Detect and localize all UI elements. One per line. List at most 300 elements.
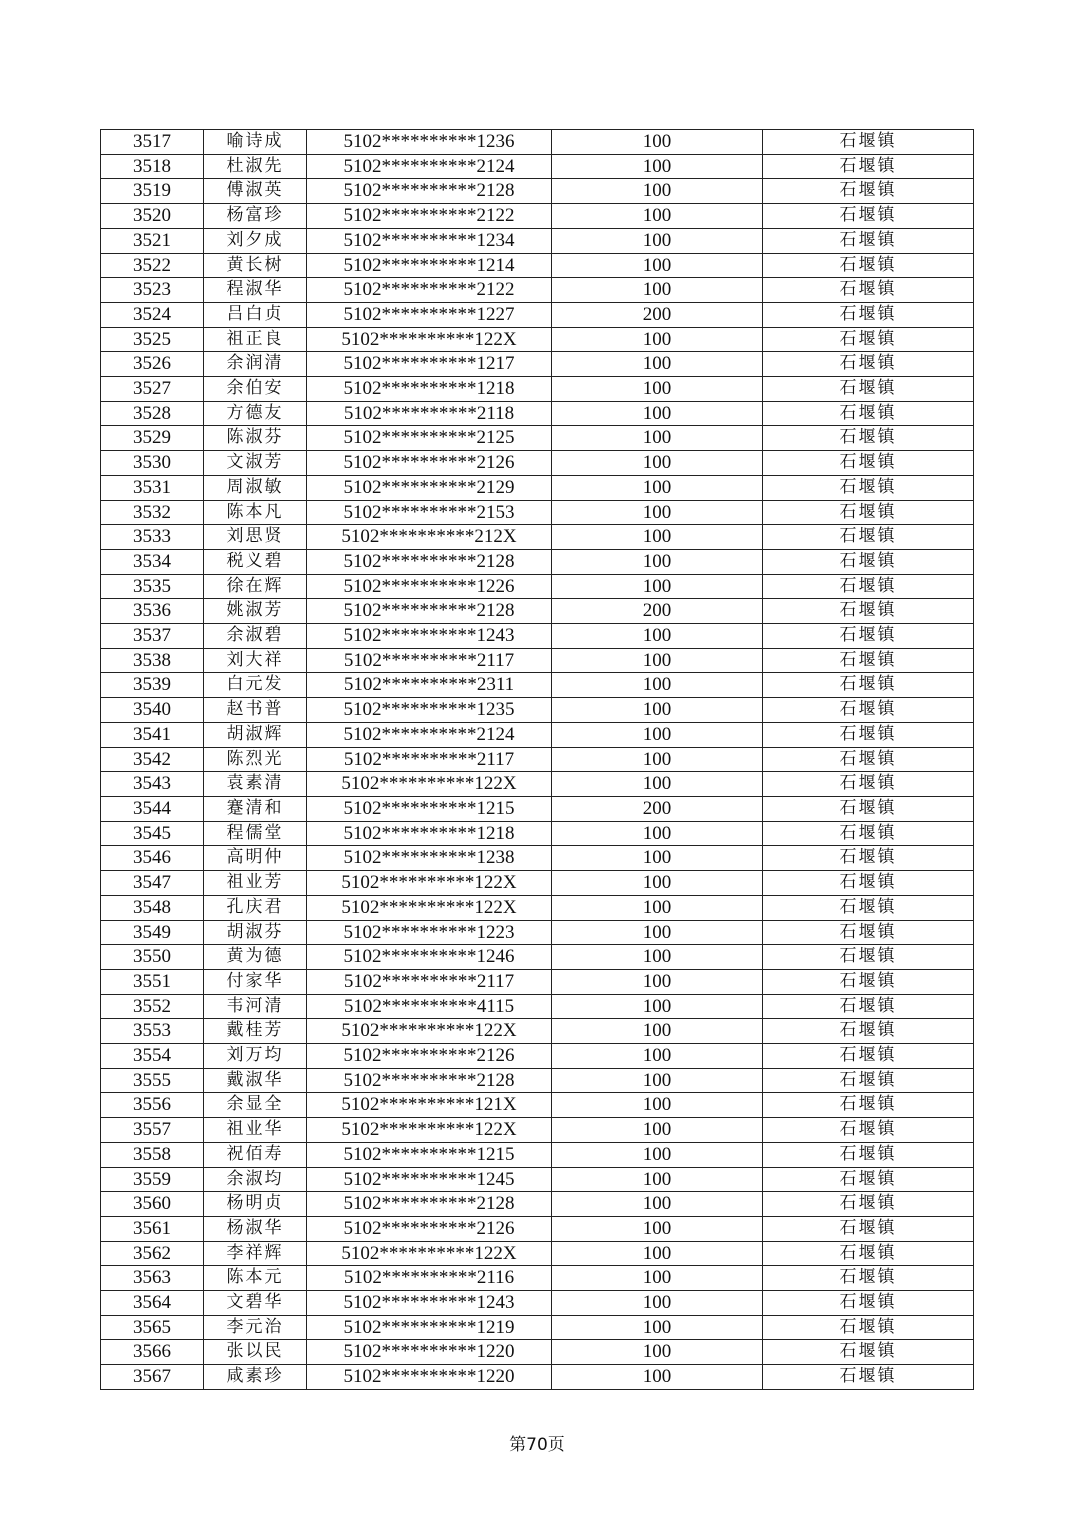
beneficiary-table (100, 129, 974, 1390)
town-cell: 石堰镇 (763, 1216, 974, 1241)
serial-number-cell: 3524 (101, 302, 204, 327)
table-row (101, 1241, 974, 1266)
table-row (101, 278, 974, 303)
town-cell: 石堰镇 (763, 945, 974, 970)
name-cell: 余淑碧 (204, 624, 307, 649)
name-cell: 余伯安 (204, 377, 307, 402)
table-row (101, 500, 974, 525)
name-cell: 胡淑芬 (204, 920, 307, 945)
id-number-cell: 5102**********1215 (307, 796, 552, 821)
serial-number-cell: 3559 (101, 1167, 204, 1192)
name-cell: 白元发 (204, 673, 307, 698)
name-cell: 袁素清 (204, 772, 307, 797)
name-cell: 刘夕成 (204, 228, 307, 253)
town-cell: 石堰镇 (763, 253, 974, 278)
id-number-cell: 5102**********1235 (307, 698, 552, 723)
table-row (101, 624, 974, 649)
table-row (101, 969, 974, 994)
serial-number-cell: 3563 (101, 1266, 204, 1291)
id-number-cell: 5102**********212X (307, 525, 552, 550)
name-cell: 张以民 (204, 1340, 307, 1365)
amount-cell: 100 (552, 945, 763, 970)
town-cell: 石堰镇 (763, 1315, 974, 1340)
name-cell: 戴桂芳 (204, 1019, 307, 1044)
serial-number-cell: 3522 (101, 253, 204, 278)
table-row (101, 1266, 974, 1291)
name-cell: 李元治 (204, 1315, 307, 1340)
id-number-cell: 5102**********1236 (307, 130, 552, 155)
amount-cell: 100 (552, 624, 763, 649)
name-cell: 程淑华 (204, 278, 307, 303)
id-number-cell: 5102**********1223 (307, 920, 552, 945)
amount-cell: 100 (552, 500, 763, 525)
id-number-cell: 5102**********121X (307, 1093, 552, 1118)
serial-number-cell: 3525 (101, 327, 204, 352)
amount-cell: 200 (552, 796, 763, 821)
table-row (101, 673, 974, 698)
amount-cell: 100 (552, 747, 763, 772)
town-cell: 石堰镇 (763, 1192, 974, 1217)
table-row (101, 525, 974, 550)
amount-cell: 100 (552, 1142, 763, 1167)
id-number-cell: 5102**********1218 (307, 377, 552, 402)
name-cell: 文碧华 (204, 1291, 307, 1316)
name-cell: 陈淑芬 (204, 426, 307, 451)
id-number-cell: 5102**********1217 (307, 352, 552, 377)
table-row (101, 1291, 974, 1316)
table-row (101, 302, 974, 327)
town-cell: 石堰镇 (763, 228, 974, 253)
town-cell: 石堰镇 (763, 920, 974, 945)
amount-cell: 100 (552, 179, 763, 204)
serial-number-cell: 3520 (101, 204, 204, 229)
id-number-cell: 5102**********2122 (307, 204, 552, 229)
id-number-cell: 5102**********1246 (307, 945, 552, 970)
town-cell: 石堰镇 (763, 895, 974, 920)
town-cell: 石堰镇 (763, 1118, 974, 1143)
table-row (101, 920, 974, 945)
serial-number-cell: 3567 (101, 1365, 204, 1390)
serial-number-cell: 3547 (101, 871, 204, 896)
amount-cell: 100 (552, 821, 763, 846)
table-row (101, 426, 974, 451)
town-cell: 石堰镇 (763, 698, 974, 723)
id-number-cell: 5102**********122X (307, 772, 552, 797)
amount-cell: 100 (552, 871, 763, 896)
serial-number-cell: 3564 (101, 1291, 204, 1316)
name-cell: 刘万均 (204, 1044, 307, 1069)
id-number-cell: 5102**********2124 (307, 154, 552, 179)
serial-number-cell: 3561 (101, 1216, 204, 1241)
town-cell: 石堰镇 (763, 377, 974, 402)
town-cell: 石堰镇 (763, 1019, 974, 1044)
table-row (101, 895, 974, 920)
table-row (101, 846, 974, 871)
id-number-cell: 5102**********1227 (307, 302, 552, 327)
serial-number-cell: 3560 (101, 1192, 204, 1217)
serial-number-cell: 3534 (101, 549, 204, 574)
serial-number-cell: 3526 (101, 352, 204, 377)
name-cell: 余显全 (204, 1093, 307, 1118)
id-number-cell: 5102**********2126 (307, 451, 552, 476)
id-number-cell: 5102**********1226 (307, 574, 552, 599)
id-number-cell: 5102**********122X (307, 327, 552, 352)
amount-cell: 100 (552, 1118, 763, 1143)
serial-number-cell: 3566 (101, 1340, 204, 1365)
name-cell: 刘大祥 (204, 648, 307, 673)
town-cell: 石堰镇 (763, 1266, 974, 1291)
serial-number-cell: 3527 (101, 377, 204, 402)
serial-number-cell: 3551 (101, 969, 204, 994)
name-cell: 刘思贤 (204, 525, 307, 550)
town-cell: 石堰镇 (763, 796, 974, 821)
amount-cell: 100 (552, 327, 763, 352)
table-row (101, 1340, 974, 1365)
name-cell: 陈本凡 (204, 500, 307, 525)
town-cell: 石堰镇 (763, 327, 974, 352)
town-cell: 石堰镇 (763, 401, 974, 426)
amount-cell: 100 (552, 1241, 763, 1266)
amount-cell: 100 (552, 1192, 763, 1217)
amount-cell: 100 (552, 1365, 763, 1390)
serial-number-cell: 3529 (101, 426, 204, 451)
name-cell: 黄长树 (204, 253, 307, 278)
name-cell: 陈本元 (204, 1266, 307, 1291)
name-cell: 陈烈光 (204, 747, 307, 772)
town-cell: 石堰镇 (763, 154, 974, 179)
town-cell: 石堰镇 (763, 451, 974, 476)
id-number-cell: 5102**********1238 (307, 846, 552, 871)
town-cell: 石堰镇 (763, 673, 974, 698)
town-cell: 石堰镇 (763, 1068, 974, 1093)
id-number-cell: 5102**********1215 (307, 1142, 552, 1167)
amount-cell: 100 (552, 1044, 763, 1069)
table-row (101, 179, 974, 204)
town-cell: 石堰镇 (763, 426, 974, 451)
id-number-cell: 5102**********2128 (307, 179, 552, 204)
town-cell: 石堰镇 (763, 500, 974, 525)
amount-cell: 100 (552, 1315, 763, 1340)
name-cell: 蹇清和 (204, 796, 307, 821)
name-cell: 孔庆君 (204, 895, 307, 920)
town-cell: 石堰镇 (763, 871, 974, 896)
name-cell: 杨明贞 (204, 1192, 307, 1217)
town-cell: 石堰镇 (763, 525, 974, 550)
amount-cell: 100 (552, 377, 763, 402)
name-cell: 祖业华 (204, 1118, 307, 1143)
name-cell: 姚淑芳 (204, 599, 307, 624)
name-cell: 祖正良 (204, 327, 307, 352)
amount-cell: 200 (552, 302, 763, 327)
id-number-cell: 5102**********122X (307, 895, 552, 920)
amount-cell: 100 (552, 1167, 763, 1192)
serial-number-cell: 3536 (101, 599, 204, 624)
serial-number-cell: 3523 (101, 278, 204, 303)
table-row (101, 1093, 974, 1118)
name-cell: 徐在辉 (204, 574, 307, 599)
amount-cell: 100 (552, 1068, 763, 1093)
town-cell: 石堰镇 (763, 204, 974, 229)
id-number-cell: 5102**********1234 (307, 228, 552, 253)
name-cell: 戴淑华 (204, 1068, 307, 1093)
amount-cell: 100 (552, 1216, 763, 1241)
town-cell: 石堰镇 (763, 1142, 974, 1167)
serial-number-cell: 3533 (101, 525, 204, 550)
id-number-cell: 5102**********2128 (307, 1192, 552, 1217)
town-cell: 石堰镇 (763, 648, 974, 673)
table-row (101, 821, 974, 846)
id-number-cell: 5102**********2126 (307, 1216, 552, 1241)
serial-number-cell: 3521 (101, 228, 204, 253)
amount-cell: 100 (552, 920, 763, 945)
town-cell: 石堰镇 (763, 352, 974, 377)
id-number-cell: 5102**********1219 (307, 1315, 552, 1340)
amount-cell: 100 (552, 401, 763, 426)
table-row (101, 945, 974, 970)
town-cell: 石堰镇 (763, 1241, 974, 1266)
serial-number-cell: 3517 (101, 130, 204, 155)
serial-number-cell: 3542 (101, 747, 204, 772)
serial-number-cell: 3546 (101, 846, 204, 871)
serial-number-cell: 3543 (101, 772, 204, 797)
table-row (101, 1142, 974, 1167)
town-cell: 石堰镇 (763, 549, 974, 574)
id-number-cell: 5102**********4115 (307, 994, 552, 1019)
table-row (101, 130, 974, 155)
name-cell: 方德友 (204, 401, 307, 426)
table-row (101, 994, 974, 1019)
amount-cell: 100 (552, 228, 763, 253)
amount-cell: 100 (552, 130, 763, 155)
town-cell: 石堰镇 (763, 1044, 974, 1069)
town-cell: 石堰镇 (763, 475, 974, 500)
id-number-cell: 5102**********122X (307, 871, 552, 896)
name-cell: 傅淑英 (204, 179, 307, 204)
amount-cell: 100 (552, 525, 763, 550)
table-row (101, 253, 974, 278)
serial-number-cell: 3518 (101, 154, 204, 179)
town-cell: 石堰镇 (763, 1340, 974, 1365)
amount-cell: 100 (552, 253, 763, 278)
serial-number-cell: 3531 (101, 475, 204, 500)
amount-cell: 100 (552, 1266, 763, 1291)
name-cell: 付家华 (204, 969, 307, 994)
serial-number-cell: 3558 (101, 1142, 204, 1167)
town-cell: 石堰镇 (763, 1167, 974, 1192)
serial-number-cell: 3553 (101, 1019, 204, 1044)
table-row (101, 549, 974, 574)
serial-number-cell: 3544 (101, 796, 204, 821)
id-number-cell: 5102**********1243 (307, 624, 552, 649)
table-row (101, 401, 974, 426)
table-row (101, 1118, 974, 1143)
table-row (101, 698, 974, 723)
name-cell: 喻诗成 (204, 130, 307, 155)
serial-number-cell: 3550 (101, 945, 204, 970)
table-row (101, 722, 974, 747)
town-cell: 石堰镇 (763, 747, 974, 772)
table-row (101, 599, 974, 624)
serial-number-cell: 3541 (101, 722, 204, 747)
table-row (101, 1044, 974, 1069)
town-cell: 石堰镇 (763, 1093, 974, 1118)
serial-number-cell: 3555 (101, 1068, 204, 1093)
table-row (101, 871, 974, 896)
town-cell: 石堰镇 (763, 179, 974, 204)
id-number-cell: 5102**********1220 (307, 1340, 552, 1365)
amount-cell: 100 (552, 648, 763, 673)
amount-cell: 100 (552, 278, 763, 303)
serial-number-cell: 3528 (101, 401, 204, 426)
name-cell: 祝佰寿 (204, 1142, 307, 1167)
town-cell: 石堰镇 (763, 574, 974, 599)
id-number-cell: 5102**********2118 (307, 401, 552, 426)
id-number-cell: 5102**********2117 (307, 648, 552, 673)
amount-cell: 100 (552, 352, 763, 377)
table-row (101, 1167, 974, 1192)
id-number-cell: 5102**********2116 (307, 1266, 552, 1291)
amount-cell: 100 (552, 969, 763, 994)
id-number-cell: 5102**********122X (307, 1019, 552, 1044)
amount-cell: 100 (552, 673, 763, 698)
name-cell: 杨淑华 (204, 1216, 307, 1241)
table-row (101, 772, 974, 797)
amount-cell: 100 (552, 846, 763, 871)
id-number-cell: 5102**********2128 (307, 549, 552, 574)
town-cell: 石堰镇 (763, 969, 974, 994)
amount-cell: 100 (552, 475, 763, 500)
town-cell: 石堰镇 (763, 130, 974, 155)
table-row (101, 1365, 974, 1390)
town-cell: 石堰镇 (763, 599, 974, 624)
amount-cell: 100 (552, 994, 763, 1019)
amount-cell: 100 (552, 549, 763, 574)
id-number-cell: 5102**********2125 (307, 426, 552, 451)
amount-cell: 100 (552, 1093, 763, 1118)
id-number-cell: 5102**********122X (307, 1241, 552, 1266)
town-cell: 石堰镇 (763, 1365, 974, 1390)
serial-number-cell: 3545 (101, 821, 204, 846)
serial-number-cell: 3552 (101, 994, 204, 1019)
id-number-cell: 5102**********2128 (307, 1068, 552, 1093)
name-cell: 文淑芳 (204, 451, 307, 476)
name-cell: 吕白贞 (204, 302, 307, 327)
amount-cell: 100 (552, 426, 763, 451)
town-cell: 石堰镇 (763, 846, 974, 871)
table-row (101, 154, 974, 179)
amount-cell: 200 (552, 599, 763, 624)
amount-cell: 100 (552, 154, 763, 179)
serial-number-cell: 3565 (101, 1315, 204, 1340)
table-row (101, 352, 974, 377)
id-number-cell: 5102**********122X (307, 1118, 552, 1143)
serial-number-cell: 3557 (101, 1118, 204, 1143)
name-cell: 高明仲 (204, 846, 307, 871)
amount-cell: 100 (552, 1019, 763, 1044)
serial-number-cell: 3548 (101, 895, 204, 920)
serial-number-cell: 3556 (101, 1093, 204, 1118)
town-cell: 石堰镇 (763, 1291, 974, 1316)
serial-number-cell: 3537 (101, 624, 204, 649)
table-row (101, 1216, 974, 1241)
name-cell: 税义碧 (204, 549, 307, 574)
table-row (101, 228, 974, 253)
table-row (101, 1019, 974, 1044)
name-cell: 余淑均 (204, 1167, 307, 1192)
town-cell: 石堰镇 (763, 821, 974, 846)
amount-cell: 100 (552, 698, 763, 723)
name-cell: 祖业芳 (204, 871, 307, 896)
id-number-cell: 5102**********1214 (307, 253, 552, 278)
table-row (101, 1068, 974, 1093)
serial-number-cell: 3562 (101, 1241, 204, 1266)
amount-cell: 100 (552, 574, 763, 599)
name-cell: 李祥辉 (204, 1241, 307, 1266)
table-row (101, 327, 974, 352)
amount-cell: 100 (552, 451, 763, 476)
id-number-cell: 5102**********2153 (307, 500, 552, 525)
serial-number-cell: 3535 (101, 574, 204, 599)
town-cell: 石堰镇 (763, 624, 974, 649)
amount-cell: 100 (552, 772, 763, 797)
serial-number-cell: 3532 (101, 500, 204, 525)
id-number-cell: 5102**********1218 (307, 821, 552, 846)
name-cell: 杨富珍 (204, 204, 307, 229)
amount-cell: 100 (552, 1340, 763, 1365)
table-row (101, 377, 974, 402)
amount-cell: 100 (552, 895, 763, 920)
name-cell: 黄为德 (204, 945, 307, 970)
name-cell: 程儒堂 (204, 821, 307, 846)
serial-number-cell: 3539 (101, 673, 204, 698)
serial-number-cell: 3538 (101, 648, 204, 673)
id-number-cell: 5102**********1220 (307, 1365, 552, 1390)
id-number-cell: 5102**********1243 (307, 1291, 552, 1316)
name-cell: 赵书普 (204, 698, 307, 723)
table-row (101, 574, 974, 599)
table-row (101, 475, 974, 500)
name-cell: 杜淑先 (204, 154, 307, 179)
id-number-cell: 5102**********2126 (307, 1044, 552, 1069)
name-cell: 韦河清 (204, 994, 307, 1019)
amount-cell: 100 (552, 1291, 763, 1316)
serial-number-cell: 3519 (101, 179, 204, 204)
id-number-cell: 5102**********2128 (307, 599, 552, 624)
id-number-cell: 5102**********2117 (307, 747, 552, 772)
id-number-cell: 5102**********2122 (307, 278, 552, 303)
name-cell: 咸素珍 (204, 1365, 307, 1390)
town-cell: 石堰镇 (763, 772, 974, 797)
table-row (101, 1315, 974, 1340)
id-number-cell: 5102**********1245 (307, 1167, 552, 1192)
table-row (101, 796, 974, 821)
name-cell: 余润清 (204, 352, 307, 377)
name-cell: 胡淑辉 (204, 722, 307, 747)
amount-cell: 100 (552, 204, 763, 229)
id-number-cell: 5102**********2129 (307, 475, 552, 500)
serial-number-cell: 3540 (101, 698, 204, 723)
id-number-cell: 5102**********2117 (307, 969, 552, 994)
town-cell: 石堰镇 (763, 994, 974, 1019)
town-cell: 石堰镇 (763, 302, 974, 327)
page-number: 第70页 (509, 1435, 565, 1455)
id-number-cell: 5102**********2124 (307, 722, 552, 747)
serial-number-cell: 3549 (101, 920, 204, 945)
table-body (101, 130, 974, 1390)
table-row (101, 204, 974, 229)
table-row (101, 747, 974, 772)
serial-number-cell: 3554 (101, 1044, 204, 1069)
